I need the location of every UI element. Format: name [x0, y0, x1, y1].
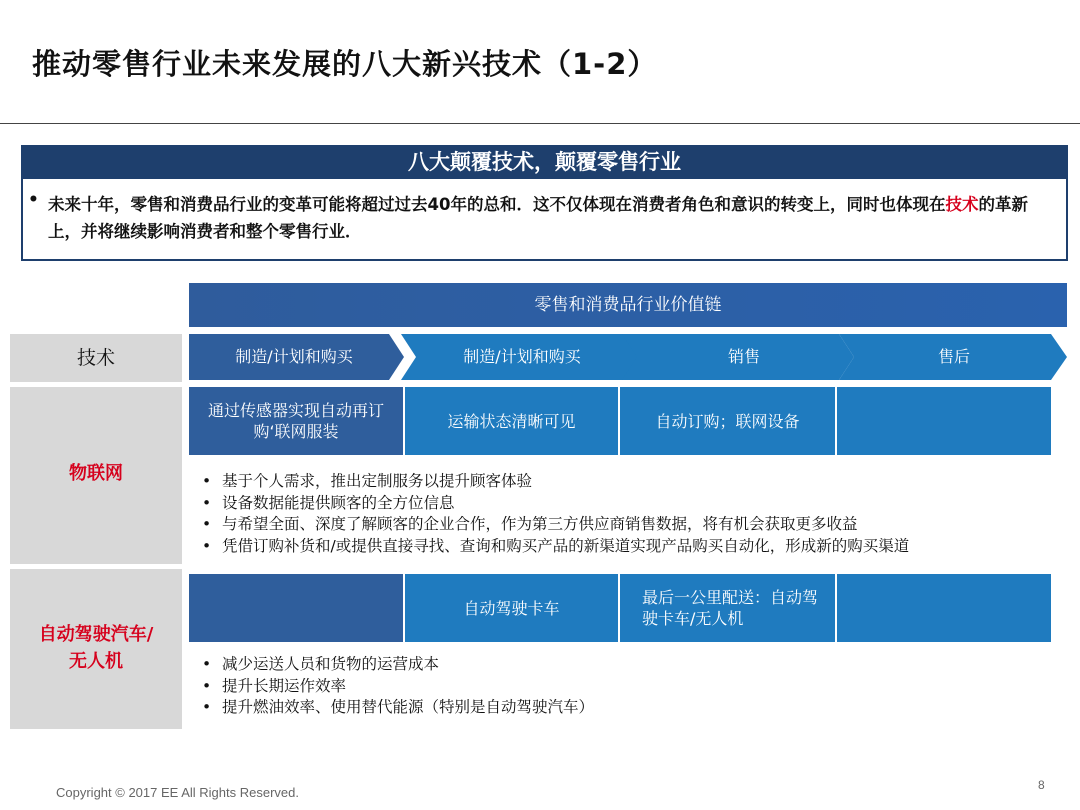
auto-cell-logistics: 自动驾驶卡车	[405, 574, 618, 642]
row-iot-label-cell	[10, 387, 182, 564]
intro-highlight: 技术	[945, 195, 979, 214]
stage-label-4: 售后	[937, 347, 970, 366]
tech-column-header: 技术	[10, 334, 182, 382]
intro-text-part1: 未来十年，零售和消费品行业的变革可能将超过过去40年的总和．这不仅体现在消费者角色和意识的转变上，同时也体现在	[48, 195, 946, 214]
iot-cell-aftersales	[837, 387, 1051, 455]
intro-text	[48, 191, 1058, 245]
title-divider	[0, 123, 1080, 124]
auto-cell-sales: 最后一公里配送：自动驾驶卡车/无人机	[620, 574, 835, 642]
stage-label-3: 销售	[727, 347, 760, 366]
stage-label-1: 制造/计划和购买	[235, 347, 353, 366]
auto-cell-aftersales	[837, 574, 1051, 642]
row-autonomous-label-line2: 无人机	[69, 651, 123, 672]
intro-text-part2: 的革新上，并将继续影响消费者和整个零售行业．	[48, 195, 1028, 241]
page-title: 推动零售行业未来发展的八大新兴技术（1-2）	[32, 47, 658, 81]
list-item: • 基于个人需求，推出定制服务以提升顾客体验	[200, 471, 909, 493]
row-autonomous-label-line1: 自动驾驶汽车/	[38, 624, 154, 645]
list-item: • 与希望全面、深度了解顾客的企业合作，作为第三方供应商销售数据，将有机会获取更多收益	[200, 514, 909, 536]
iot-cell-sales: 自动订购；联网设备	[620, 387, 835, 455]
stage-label-2: 制造/计划和购买	[463, 347, 581, 366]
iot-cell-manufacturing: 通过传感器实现自动再订购‘联网服装	[189, 387, 403, 455]
list-item: • 减少运送人员和货物的运营成本	[200, 654, 594, 676]
iot-bullet-list	[200, 471, 909, 557]
row-iot-label: 物联网	[69, 463, 123, 484]
value-chain-header: 零售和消费品行业价值链	[189, 283, 1067, 327]
list-item: • 凭借订购补货和/或提供直接寻找、查询和购买产品的新渠道实现产品购买自动化，形成新的购买渠道	[200, 536, 909, 558]
list-item: • 设备数据能提供顾客的全方位信息	[200, 493, 909, 515]
copyright-text: Copyright © 2017 EE All Rights Reserved.	[56, 785, 299, 800]
page-number: 8	[1038, 778, 1045, 792]
autonomous-bullet-list	[200, 654, 594, 719]
headline-banner: 八大颠覆技术，颠覆零售行业	[21, 145, 1068, 179]
list-item: • 提升长期运作效率	[200, 676, 594, 698]
intro-bullet-marker: •	[28, 190, 39, 210]
auto-cell-manufacturing	[189, 574, 403, 642]
row-autonomous-label-cell	[10, 569, 182, 729]
list-item: • 提升燃油效率、使用替代能源（特别是自动驾驶汽车）	[200, 697, 594, 719]
iot-cell-logistics: 运输状态清晰可见	[405, 387, 618, 455]
